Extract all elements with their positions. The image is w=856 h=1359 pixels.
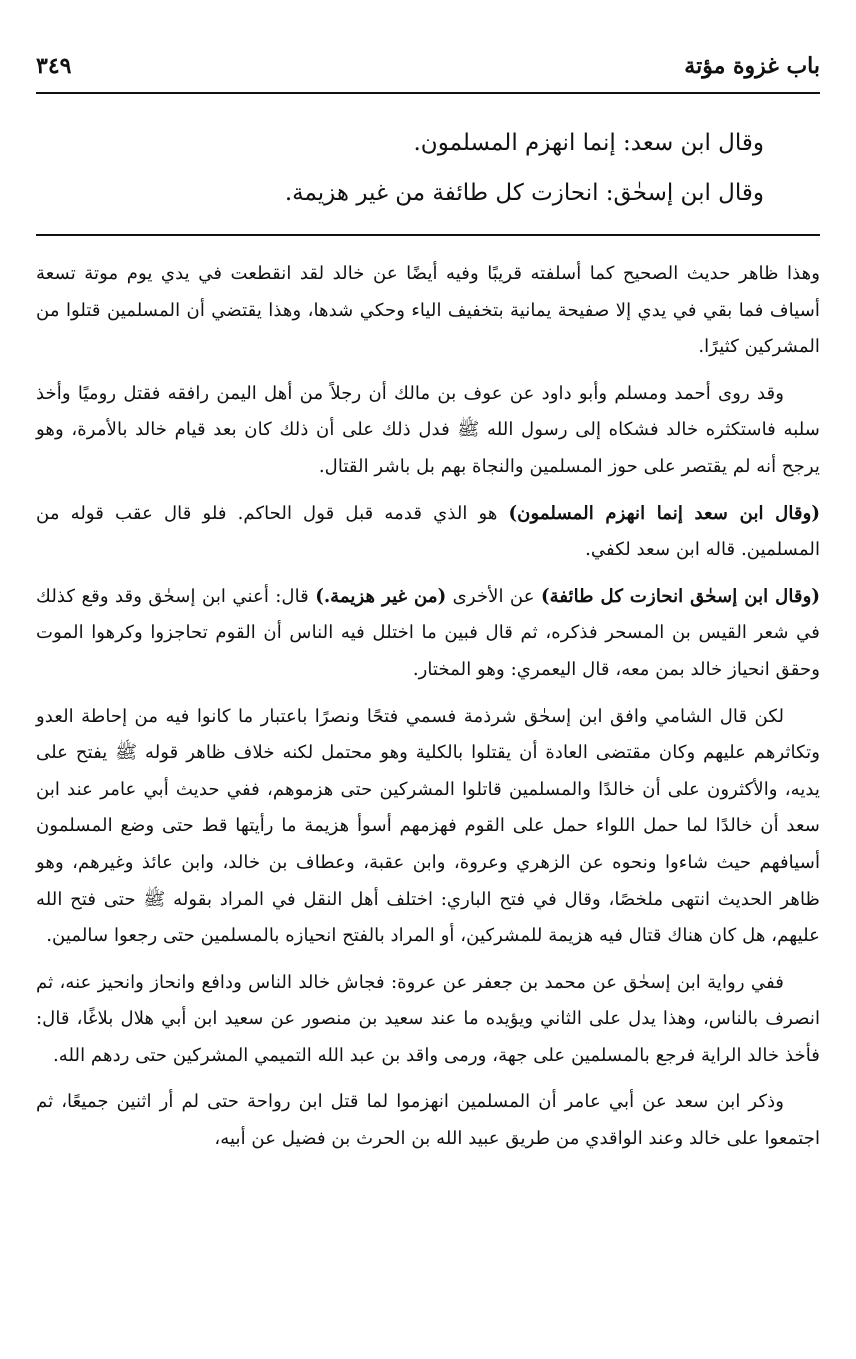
commentary-text: عن الأخرى (446, 585, 541, 607)
commentary-text: قال: أعني ابن إسحٰق وقد وقع كذلك في شعر القيس بن المسحر فذكره، ثم قال فبين ما اختلل فيه الناس أن القوم تحاجزوا وكرهوا الموت وحقق انحياز خالد بمن معه، قال اليعمري: وهو المختار. (36, 585, 820, 680)
commentary-paragraph (36, 496, 820, 569)
page-number: ٣٤٩ (36, 53, 72, 79)
commentary-paragraph: ففي رواية ابن إسحٰق عن محمد بن جعفر عن عروة: فجاش خالد الناس ودافع وانحاز وانحيز عنه، ثم انصرف بالناس، وهذا يدل على الثاني ويؤيده ما عند سعيد بن منصور عن سعيد ابن أبي هلال بلاغًا، قال: فأخذ خالد الراية فرجع بالمسلمين على جهة، ورمى واقد بن عبد الله التميمي المشركين حتى ردهم الله. (36, 971, 820, 1066)
header-rule (36, 92, 820, 94)
commentary-paragraph: وذكر ابن سعد عن أبي عامر أن المسلمين انهزموا لما قتل ابن رواحة حتى لم أر اثنين جميعًا، ثم اجتمعوا على خالد وعند الواقدي من طريق عبيد الله بن الحرث بن فضيل عن أبيه، (36, 1091, 820, 1150)
matn-line-2: وقال ابن إسحٰق: انحازت كل طائفة من غير هزيمة. (284, 180, 764, 206)
quoted-matn: (وقال ابن إسحٰق انحازت كل طائفة) (540, 585, 821, 607)
chapter-title: باب غزوة مؤتة (684, 53, 820, 79)
commentary-text: هو الذي قدمه قبل قول الحاكم. فلو قال عقب قوله من المسلمين. قاله ابن سعد لكفي. (36, 502, 820, 561)
separator-rule (36, 234, 820, 236)
commentary-paragraph: لكن قال الشامي وافق ابن إسحٰق شرذمة فسمي فتحًا ونصرًا باعتبار ما كانوا فيه من إحاطة العدو وتكاثرهم عليهم وكان مقتضى العادة أن يقتلوا بالكلية وهو محتمل لكنه خلاف ظاهر قوله ﷺ يفتح على يديه، والأكثرون على أن خالدًا والمسلمين قاتلوا المشركين حتى هزموهم، ففي حديث أبي عامر عند ابن سعد أن خالدًا لما حمل اللواء حمل على القوم فهزمهم أسوأ هزيمة ما رأيتها قط حتى وضع المسلمون أسيافهم حيث شاءوا ونحوه عن الزهري وعروة، وابن عقبة، وعطاف بن خالد، وابن عائذ وغيرهم، وهو ظاهر الحديث انتهى ملخصًا، وقال في فتح الباري: اختلف أهل النقل في المراد بقوله ﷺ حتى فتح الله عليهم، هل كان هناك قتال فيه هزيمة للمشركين، أو المراد بالفتح انحيازه بالمسلمين حتى رجعوا سالمين. (36, 705, 820, 947)
quoted-matn: (من غير هزيمة.) (315, 585, 447, 607)
commentary (36, 256, 820, 1168)
commentary-paragraph: وهذا ظاهر حديث الصحيح كما أسلفته قريبًا وفيه أيضًا عن خالد لقد انقطعت في يدي يوم موتة تسعة أسياف فما بقي في يدي إلا صفيحة يمانية بتخفيف الياء وحكي شدها، وهذا يقتضي أن المسلمين قتلوا من المشركين كثيرًا. (36, 263, 820, 358)
commentary-paragraph: وقد روى أحمد ومسلم وأبو داود عن عوف بن مالك أن رجلاً من أهل اليمن رافقه فقتل روميًا وأخذ سلبه فاستكثره خالد فشكاه إلى رسول الله ﷺ فدل ذلك على أن ذلك كان بعد قيام خالد بالأمرة، وهو يرجح أنه لم يقتصر على حوز المسلمين والنجاة بهم بل باشر القتال. (36, 382, 820, 477)
main-text (36, 118, 764, 218)
commentary-paragraph (36, 579, 820, 689)
page-header (36, 44, 820, 88)
quoted-matn: (وقال ابن سعد إنما انهزم المسلمون) (508, 502, 820, 524)
matn-line-1: وقال ابن سعد: إنما انهزم المسلمون. (413, 130, 764, 156)
